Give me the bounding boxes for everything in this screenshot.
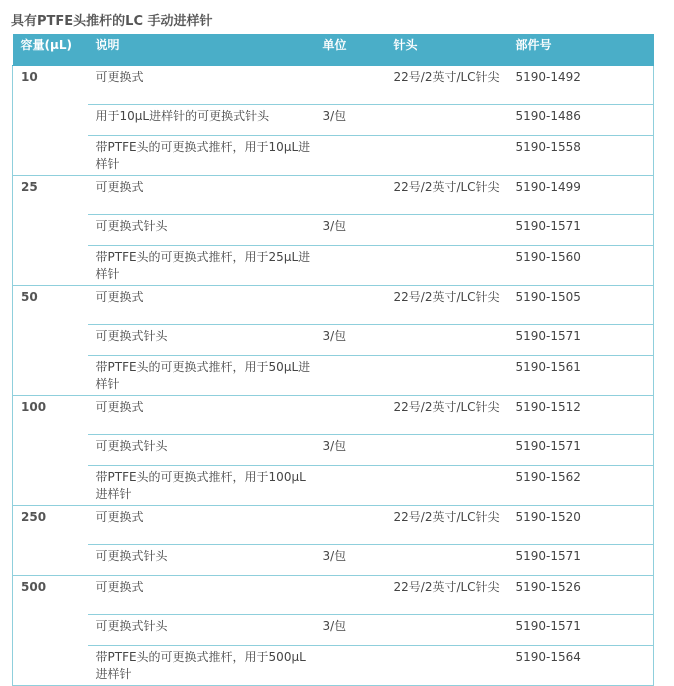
needle-cell: 22号/2英寸/LC针尖 [386, 576, 508, 615]
part-number-cell: 5190-1571 [508, 615, 654, 646]
unit-cell [315, 136, 386, 176]
page-title: 具有PTFE头推杆的LC 手动进样针 [11, 14, 213, 29]
needle-cell [386, 356, 508, 396]
table-row [13, 246, 654, 286]
unit-cell [315, 246, 386, 286]
part-number-cell: 5190-1562 [508, 466, 654, 506]
table-header-row [13, 34, 654, 66]
part-number-cell: 5190-1512 [508, 396, 654, 435]
needle-cell [386, 466, 508, 506]
table-row [13, 646, 654, 686]
capacity-cell: 500 [13, 576, 88, 686]
part-number-cell: 5190-1571 [508, 545, 654, 576]
description-cell: 带PTFE头的可更换式推杆，用于50μL进样针 [88, 356, 315, 396]
description-cell: 可更换式 [88, 396, 315, 435]
unit-cell [315, 356, 386, 396]
description-cell: 带PTFE头的可更换式推杆，用于10μL进样针 [88, 136, 315, 176]
capacity-cell: 25 [13, 176, 88, 286]
table-row [13, 66, 654, 105]
unit-cell [315, 646, 386, 686]
part-number-cell: 5190-1492 [508, 66, 654, 105]
unit-cell: 3/包 [315, 215, 386, 246]
unit-cell [315, 466, 386, 506]
needle-cell [386, 435, 508, 466]
header-needle: 针头 [386, 34, 508, 66]
table-row [13, 136, 654, 176]
part-number-cell: 5190-1571 [508, 435, 654, 466]
header-description: 说明 [88, 34, 315, 66]
needle-cell [386, 646, 508, 686]
needle-cell [386, 325, 508, 356]
table-row [13, 215, 654, 246]
table-row [13, 325, 654, 356]
unit-cell [315, 66, 386, 105]
description-cell: 用于10μL进样针的可更换式针头 [88, 105, 315, 136]
unit-cell: 3/包 [315, 615, 386, 646]
needle-cell [386, 246, 508, 286]
needle-cell: 22号/2英寸/LC针尖 [386, 286, 508, 325]
description-cell: 可更换式针头 [88, 435, 315, 466]
capacity-cell: 100 [13, 396, 88, 506]
unit-cell [315, 396, 386, 435]
part-number-cell: 5190-1571 [508, 325, 654, 356]
capacity-cell: 250 [13, 506, 88, 576]
description-cell: 带PTFE头的可更换式推杆，用于100μL进样针 [88, 466, 315, 506]
capacity-cell: 10 [13, 66, 88, 176]
header-unit: 单位 [315, 34, 386, 66]
needle-cell: 22号/2英寸/LC针尖 [386, 506, 508, 545]
header-capacity: 容量(μL) [13, 34, 88, 66]
part-number-cell: 5190-1505 [508, 286, 654, 325]
needle-cell [386, 105, 508, 136]
table-row [13, 356, 654, 396]
syringe-spec-table [12, 34, 654, 686]
description-cell: 可更换式 [88, 506, 315, 545]
part-number-cell: 5190-1558 [508, 136, 654, 176]
needle-cell [386, 136, 508, 176]
part-number-cell: 5190-1561 [508, 356, 654, 396]
unit-cell: 3/包 [315, 545, 386, 576]
part-number-cell: 5190-1520 [508, 506, 654, 545]
description-cell: 可更换式针头 [88, 325, 315, 356]
table-row [13, 396, 654, 435]
table-body [13, 66, 654, 686]
part-number-cell: 5190-1486 [508, 105, 654, 136]
part-number-cell: 5190-1564 [508, 646, 654, 686]
description-cell: 带PTFE头的可更换式推杆，用于25μL进样针 [88, 246, 315, 286]
description-cell: 可更换式针头 [88, 215, 315, 246]
unit-cell: 3/包 [315, 105, 386, 136]
header-part-number: 部件号 [508, 34, 654, 66]
table-row [13, 506, 654, 545]
needle-cell [386, 545, 508, 576]
needle-cell [386, 615, 508, 646]
unit-cell: 3/包 [315, 435, 386, 466]
unit-cell: 3/包 [315, 325, 386, 356]
description-cell: 可更换式针头 [88, 545, 315, 576]
part-number-cell: 5190-1571 [508, 215, 654, 246]
unit-cell [315, 576, 386, 615]
unit-cell [315, 286, 386, 325]
part-number-cell: 5190-1499 [508, 176, 654, 215]
description-cell: 可更换式 [88, 286, 315, 325]
needle-cell: 22号/2英寸/LC针尖 [386, 66, 508, 105]
table-row [13, 466, 654, 506]
description-cell: 可更换式 [88, 176, 315, 215]
capacity-cell: 50 [13, 286, 88, 396]
unit-cell [315, 506, 386, 545]
table-row [13, 435, 654, 466]
table-row [13, 286, 654, 325]
table-row [13, 545, 654, 576]
unit-cell [315, 176, 386, 215]
description-cell: 带PTFE头的可更换式推杆，用于500μL进样针 [88, 646, 315, 686]
description-cell: 可更换式 [88, 66, 315, 105]
table-row [13, 576, 654, 615]
table-row [13, 176, 654, 215]
needle-cell: 22号/2英寸/LC针尖 [386, 396, 508, 435]
table-row [13, 105, 654, 136]
needle-cell: 22号/2英寸/LC针尖 [386, 176, 508, 215]
part-number-cell: 5190-1526 [508, 576, 654, 615]
part-number-cell: 5190-1560 [508, 246, 654, 286]
needle-cell [386, 215, 508, 246]
description-cell: 可更换式针头 [88, 615, 315, 646]
description-cell: 可更换式 [88, 576, 315, 615]
table-row [13, 615, 654, 646]
